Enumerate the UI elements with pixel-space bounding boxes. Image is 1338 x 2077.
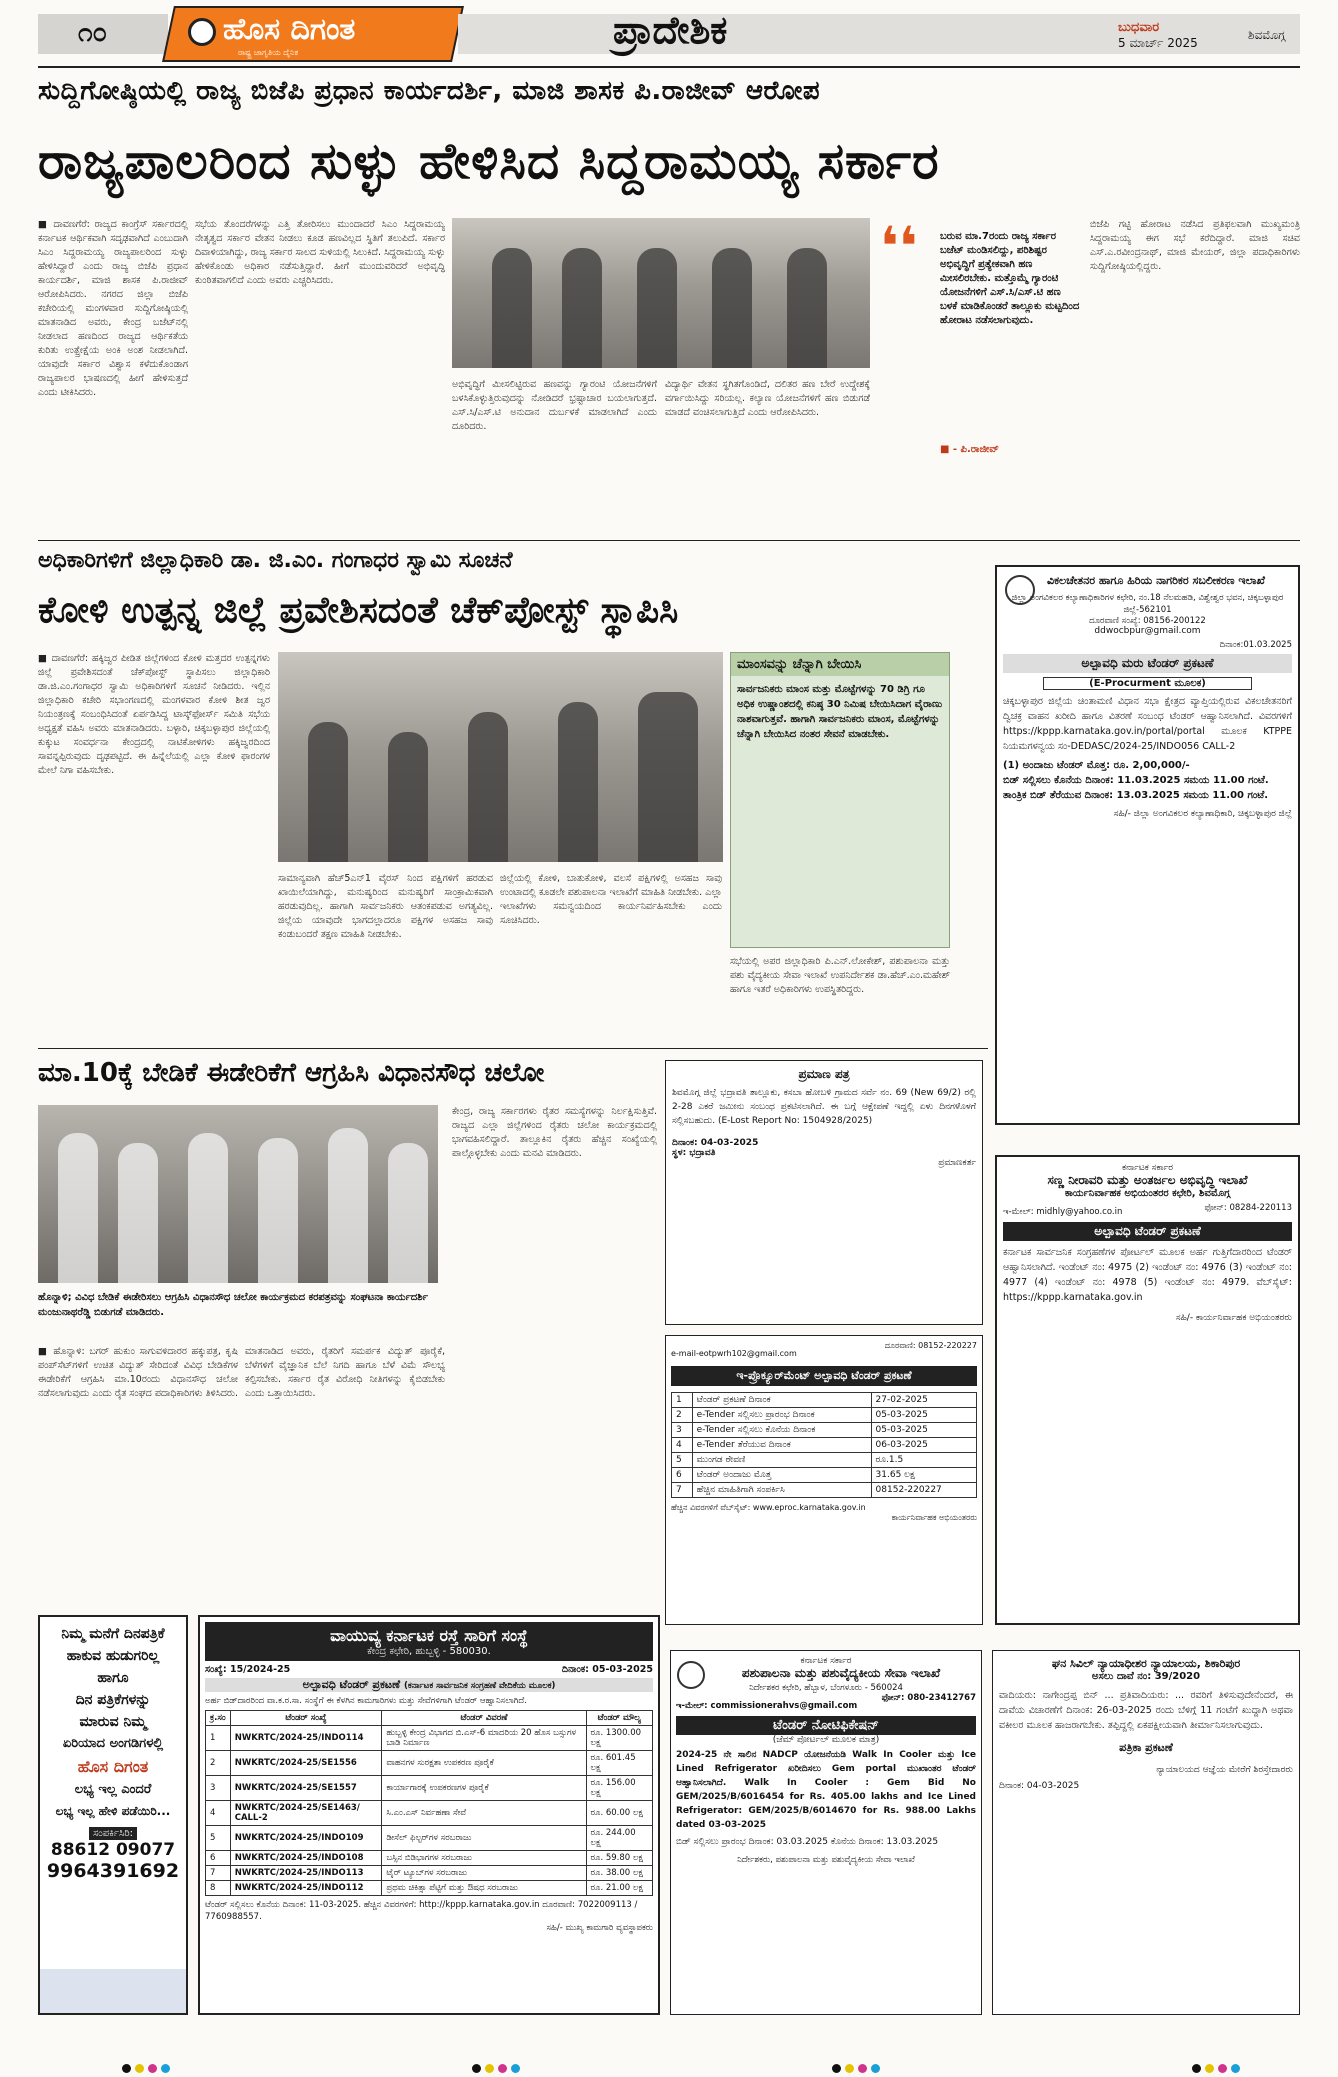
table-row [206,1751,653,1776]
story2-box [730,652,950,948]
table-row [206,1866,653,1881]
issue-day: ಬುಧವಾರ [1118,20,1160,35]
table-cell: ಟೈರ್ ಟ್ಯೂಬ್‌ಗಳ ಸರಬರಾಜು [382,1866,586,1881]
ad-eproc-title: ಇ-ಪ್ರೊಕ್ಯೂರ್‌ಮೆಂಟ್ ಅಲ್ಪಾವಧಿ ಟೆಂಡರ್ ಪ್ರಕಟಣೆ [671,1366,977,1386]
ad-ah-sign: ನಿರ್ದೇಶಕರು, ಪಶುಪಾಲನಾ ಮತ್ತು ಪಶುವೈದ್ಯಕೀಯ ಸೇವಾ ಇಲಾಖೆ [737,1855,915,1865]
ad-mi-phone: ಫೋನ್: 08284-220113 [1204,1203,1292,1213]
table-cell: e-Tender ಸಲ್ಲಿಸಲು ಕೊನೆಯ ದಿನಾಂಕ [692,1423,871,1438]
ad-pramana-title: ಪ್ರಮಾಣ ಪತ್ರ [798,1067,850,1081]
ad-ah-title1: ಕರ್ನಾಟಕ ಸರ್ಕಾರ [800,1656,852,1666]
table-cell: 5 [206,1826,231,1851]
story1-col3: ಅಭಿವೃದ್ಧಿಗೆ ಮೀಸಲಿಟ್ಟಿರುವ ಹಣವನ್ನು ಗ್ಯಾರಂಟಿ ಯೋಜನೆಗಳಿಗೆ ಬಳಸಿಕೊಳ್ಳುತ್ತಿರುವುದನ್ನು ನೋಡಿದರೆ ಭ್ರಷ್ಟಾಚಾರ ಬಯಲಾಗುತ್ತದೆ. ಎಸ್.ಸಿ/ಎಸ್.ಟಿ ಅನುದಾನ ದುರ್ಬಳಕೆ ಮಾಡಲಾಗಿದೆ ಎಂದು ದೂರಿದರು. [452,379,657,432]
ad-ah-email: ಇ-ಮೇಲ್: commissionerahvs@gmail.com [676,1701,858,1711]
table-cell: 2 [672,1408,693,1423]
ad-court-body: ವಾದಿಯರು: ನಾಗೇಂದ್ರಪ್ಪ ಬಿನ್ ... ಪ್ರತಿವಾದಿಯರು: ... ರವರಿಗೆ ತಿಳಿಸುವುದೇನೆಂದರೆ, ಈ ದಾವೆಯ ವಿಚಾರಣೆಗೆ ದಿನಾಂಕ: 26-03-2025 ರಂದು ಬೆಳಿಗ್ಗೆ 11 ಗಂಟೆಗೆ ಖುದ್ದಾಗಿ ಅಥವಾ ವಕೀಲರ ಮೂಲಕ ಹಾಜರಾಗಬೇಕು. ತಪ್ಪಿದ್ದಲ್ಲಿ ಏಕಪಕ್ಷೀಯವಾಗಿ ತೀರ್ಮಾನಿಸಲಾಗುವುದು. [999,1690,1293,1731]
table-cell: NWKRTC/2024-25/INDO114 [230,1726,382,1751]
table-cell: NWKRTC/2024-25/SE1463/ CALL-2 [230,1801,382,1826]
table-cell: 06-03-2025 [871,1438,976,1453]
story2-box-title: ಮಾಂಸವನ್ನು ಚೆನ್ನಾಗಿ ಬೇಯಿಸಿ [731,653,949,676]
story1-col5: ಬಿಜೆಪಿ ಗಟ್ಟಿ ಹೋರಾಟ ನಡೆಸಿದ ಪ್ರತಿಫಲವಾಗಿ ಮುಖ್ಯಮಂತ್ರಿ ಸಿದ್ದರಾಮಯ್ಯ ಈಗ ಸಭೆ ಕರೆದಿದ್ದಾರೆ. ಮಾಜಿ ಸಚಿವ ಎಸ್.ಎ.ರವೀಂದ್ರನಾಥ್, ಮಾಜಿ ಮೇಯರ್, ಜಿಲ್ಲಾ ಪದಾಧಿಕಾರಿಗಳು ಸುದ್ದಿಗೋಷ್ಠಿಯಲ್ಲಿದ್ದರು. [1090,219,1300,272]
table-cell: NWKRTC/2024-25/INDO109 [230,1826,382,1851]
ad-nwk-sign: ಸಹಿ/- ಮುಖ್ಯ ಕಾಮಗಾರಿ ವ್ಯವಸ್ಥಾಪಕರು [546,1923,653,1933]
ad-eproc-phone: ದೂರವಾಣಿ: 08152-220227 [884,1341,977,1350]
edition-name: ಶಿವಮೊಗ್ಗ [1248,28,1286,42]
table-cell: 6 [206,1851,231,1866]
promo-line4: ದಿನ ಪತ್ರಿಕೆಗಳನ್ನು [75,1692,151,1708]
table-cell: ಮುಂಗಡ ಠೇವಣಿ [692,1453,871,1468]
table-row [206,1826,653,1851]
story2-headline: ಕೋಳಿ ಉತ್ಪನ್ನ ಜಿಲ್ಲೆ ಪ್ರವೇಶಿಸದಂತೆ ಚೆಕ್‌ಪೋಸ್ಟ್ ಸ್ಥಾಪಿಸಿ [38,590,679,631]
table-cell: 27-02-2025 [871,1393,976,1408]
story2-rule [38,1048,988,1049]
ad-ah-heading-sub: (ಜೆಮ್ ಪೋರ್ಟಲ್ ಮೂಲಕ ಮಾತ್ರ) [772,1735,880,1745]
ad-pramana-place: ಸ್ಥಳ: ಭದ್ರಾವತಿ [672,1148,716,1158]
table-cell: ರೂ. 59.80 ಲಕ್ಷ [586,1851,652,1866]
promo-line1: ನಿಮ್ಮ ಮನೆಗೆ ದಿನಪತ್ರಿಕೆ [61,1626,165,1642]
masthead-rule [38,66,1300,68]
ad-eproc-table [671,1392,977,1498]
promo-phone2: 9964391692 [46,1860,180,1882]
ad-nwk-intro: ಅರ್ಹ ಬಿಡ್‌ದಾರರಿಂದ ವಾ.ಕ.ರ.ಸಾ. ಸಂಸ್ಥೆಗೆ ಈ ಕೆಳಗಿನ ಕಾಮಗಾರಿಗಳು ಮತ್ತು ಸೇವೆಗಳಿಗಾಗಿ ಟೆಂಡರ್ ಆಹ್ವಾನಿಸಲಾಗಿದೆ. [205,1696,527,1706]
ad-nwk-title: ವಾಯುವ್ಯ ಕರ್ನಾಟಕ ರಸ್ತೆ ಸಾರಿಗೆ ಸಂಸ್ಥೆ [330,1626,528,1645]
table-cell: 7 [672,1483,693,1498]
table-cell: 5 [672,1453,693,1468]
ad-mi-email: ಇ-ಮೇಲ್: midhly@yahoo.co.in [1003,1207,1123,1217]
story1-col4: ವಿದ್ಯಾರ್ಥಿ ವೇತನ ಸ್ಥಗಿತಗೊಂಡಿದೆ, ದಲಿತರ ಹಣ ಬೇರೆ ಉದ್ದೇಶಕ್ಕೆ ವರ್ಗಾಯಿಸಿದ್ದು ಸರಿಯಲ್ಲ. ಕಲ್ಯಾಣ ಯೋಜನೆಗಳಿಗೆ ಹಣ ಬಿಡುಗಡೆ ಮಾಡದೆ ವಂಚಿಸಲಾಗುತ್ತಿದೆ ಎಂದು ಆರೋಪಿಸಿದರು. [665,379,870,418]
ad-mi-title3: ಕಾರ್ಯನಿರ್ವಾಹಕ ಅಭಿಯಂತರರ ಕಛೇರಿ, ಶಿವಮೊಗ್ಗ [1064,1188,1231,1199]
promo-line2: ಹಾಕುವ ಹುಡುಗರಿಲ್ಲ [66,1648,160,1664]
ad-pramana-sign: ಪ್ರಮಾಣಕರ್ತ [938,1158,976,1168]
table-cell: 31.65 ಲಕ್ಷ [871,1468,976,1483]
ad-court-heading: ಪತ್ರಿಕಾ ಪ್ರಕಟಣೆ [1119,1741,1173,1754]
ad-mi-body: ಕರ್ನಾಟಕ ಸಾರ್ವಜನಿಕ ಸಂಗ್ರಹಣೆಗಳ ಪೋರ್ಟಲ್ ಮೂಲಕ ಅರ್ಹ ಗುತ್ತಿಗೆದಾರರಿಂದ ಟೆಂಡರ್ ಆಹ್ವಾನಿಸಲಾಗಿದೆ. ಇಂಡೆಂಟ್ ನಂ: 4975 (2) ಇಂಡೆಂಟ್ ನಂ: 4976 (3) ಇಂಡೆಂಟ್ ನಂ: 4977 (4) ಇಂಡೆಂಟ್ ನಂ: 4978 (5) ಇಂಡೆಂಟ್ ನಂ: 4979. ವೆಬ್‌ಸೈಟ್: https://kppp.karnataka.gov.in [1003,1247,1292,1303]
table-cell: ಹುಬ್ಬಳ್ಳಿ ಕೇಂದ್ರ ವಿಭಾಗದ ಬಿ.ಎಸ್-6 ಮಾದರಿಯ 20 ಹೊಸ ಬಸ್ಸುಗಳ ಬಾಡಿ ನಿರ್ಮಾಣ [382,1726,586,1751]
ad-pramana-patra [665,1060,983,1325]
ad-nwk-date: ದಿನಾಂಕ: 05-03-2025 [561,1664,653,1675]
table-row [206,1881,653,1896]
table-cell: e-Tender ತೆರೆಯುವ ದಿನಾಂಕ [692,1438,871,1453]
ad-eproc-email: e-mail-eotpwrh102@gmail.com [671,1349,797,1358]
table-cell: 05-03-2025 [871,1408,976,1423]
ad-court-title: ಘನ ಸಿವಿಲ್ ನ್ಯಾಯಾಧೀಶರ ನ್ಯಾಯಾಲಯ, ಶಿಕಾರಿಪುರ [1051,1657,1241,1670]
ad-eproc-footer: ಹೆಚ್ಚಿನ ವಿವರಗಳಿಗೆ ವೆಬ್‌ಸೈಟ್: www.eproc.karnataka.gov.in [671,1503,866,1512]
table-cell: 8 [206,1881,231,1896]
table-cell: 2 [206,1751,231,1776]
table-cell: ಹೆಚ್ಚಿನ ಮಾಹಿತಿಗಾಗಿ ಸಂಪರ್ಕಿಸಿ [692,1483,871,1498]
story3-caption: ಹೊನ್ನಾಳಿ; ವಿವಿಧ ಬೇಡಿಕೆ ಈಡೇರಿಸಲು ಆಗ್ರಹಿಸಿ ವಿಧಾನಸೌಧ ಚಲೋ ಕಾರ್ಯಕ್ರಮದ ಕರಪತ್ರವನ್ನು ಸಂಘಟನಾ ಕಾರ್ಯದರ್ಶಿ ಮಂಜುನಾಥರೆಡ್ಡಿ ಬಿಡುಗಡೆ ಮಾಡಿದರು. [38,1292,428,1318]
ad-mi-sign: ಸಹಿ/- ಕಾರ್ಯನಿರ್ವಾಹಕ ಅಭಿಯಂತರರು [1175,1313,1292,1323]
govt-emblem-icon [1005,575,1035,605]
promo-brand: ಹೊಸ ದಿಗಂತ [77,1757,149,1776]
ad-nwk-header [205,1622,653,1661]
table-row [672,1438,977,1453]
story3-col1: ■ ಹೊನ್ನಾಳಿ: ಬಗರ್ ಹುಕುಂ ಸಾಗುವಳಿದಾರರ ಹಕ್ಕುಪತ್ರ, ಕೃಷಿ ಪಂಪ್‌ಸೆಟ್‌ಗಳಿಗೆ ಉಚಿತ ವಿದ್ಯುತ್ ಸೇರಿದಂತೆ ವಿವಿಧ ಬೇಡಿಕೆಗಳ ಈಡೇರಿಕೆಗೆ ಆಗ್ರಹಿಸಿ ಮಾ.10ರಂದು ವಿಧಾನಸೌಧ ಚಲೋ ನಡೆಸಲಾಗುವುದು ಎಂದು ರೈತ ಸಂಘದ ಪದಾಧಿಕಾರಿಗಳು ತಿಳಿಸಿದರು. [38,1346,238,1399]
ad-animal-husbandry [670,1650,982,2015]
ad1-phone: ದೂರವಾಣಿ ಸಂಖ್ಯೆ: 08156-200122 [1089,616,1206,626]
ad-ah-title2: ಪಶುಪಾಲನಾ ಮತ್ತು ಪಶುವೈದ್ಯಕೀಯ ಸೇವಾ ಇಲಾಖೆ [741,1666,941,1680]
ad-ah-address: ನಿರ್ದೇಶಕರ ಕಛೇರಿ, ಹೆಬ್ಬಾಳ, ಬೆಂಗಳೂರು - 560024 [749,1683,903,1693]
promo-strip [40,1969,186,2013]
ad-nwk-ref: ಸಂಖ್ಯೆ: 15/2024-25 [205,1664,291,1675]
table-cell: ವಾಹನಗಳ ಸುರಕ್ಷತಾ ಉಪಕರಣ ಪೂರೈಕೆ [382,1751,586,1776]
ad-eproc-sign: ಕಾರ್ಯನಿರ್ವಾಹಕ ಅಭಿಯಂತರರು [891,1513,977,1522]
ad-minor-irrigation [995,1155,1300,1625]
table-cell: e-Tender ಸಲ್ಲಿಸಲು ಪ್ರಾರಂಭ ದಿನಾಂಕ [692,1408,871,1423]
ad1-date: ದಿನಾಂಕ:01.03.2025 [1219,640,1292,650]
story3-col3: ಕೇಂದ್ರ, ರಾಜ್ಯ ಸರ್ಕಾರಗಳು ರೈತರ ಸಮಸ್ಯೆಗಳನ್ನು ನಿರ್ಲಕ್ಷಿಸುತ್ತಿವೆ. ರಾಜ್ಯದ ಎಲ್ಲಾ ಜಿಲ್ಲೆಗಳಿಂದ ರೈತರು ಚಲೋ ಕಾರ್ಯಕ್ರಮದಲ್ಲಿ ಭಾಗವಹಿಸಲಿದ್ದಾರೆ. ತಾಲ್ಲೂಕಿನ ರೈತರು ಹೆಚ್ಚಿನ ಸಂಖ್ಯೆಯಲ್ಲಿ ಪಾಲ್ಗೊಳ್ಳಬೇಕು ಎಂದು ಮನವಿ ಮಾಡಿದರು. [452,1106,657,1159]
table-cell: 7 [206,1866,231,1881]
table-cell: ರೂ. 244.00 ಲಕ್ಷ [586,1826,652,1851]
story1-col2: ಸಭೆಯ ತೊಂದರೆಗಳನ್ನು ಎತ್ತಿ ತೋರಿಸಲು ಮುಂದಾದರೆ ಸಿಎಂ ಸಿದ್ದರಾಮಯ್ಯ ನೇತೃತ್ವದ ಸರ್ಕಾರ ವೇತನ ನೀಡಲು ಕೂಡ ಹಣವಿಲ್ಲದ ಸ್ಥಿತಿಗೆ ತಲುಪಿದೆ. ಸರ್ಕಾರ ದಿವಾಳಿಯಾಗಿದ್ದು, ರಾಜ್ಯ ಸರ್ಕಾರ ಸಾಲದ ಸುಳಿಯಲ್ಲಿ ಸಿಲುಕಿದೆ. ಸಿದ್ದರಾಮಯ್ಯ ಸುಳ್ಳು ಹೇಳಿಕೊಂಡು ಅಧಿಕಾರ ನಡೆಸುತ್ತಿದ್ದಾರೆ. ಹೀಗೆ ಮುಂದುವರಿದರೆ ಅಭಿವೃದ್ಧಿ ಕುಂಠಿತವಾಗಲಿದೆ ಎಂದು ಅವರು ಎಚ್ಚರಿಸಿದರು. [195,219,445,286]
ad1-title: ವಿಕಲಚೇತನರ ಹಾಗೂ ಹಿರಿಯ ನಾಗರಿಕರ ಸಬಲೀಕರಣ ಇಲಾಖೆ [1047,574,1265,587]
ad-mi-title1: ಕರ್ನಾಟಕ ಸರ್ಕಾರ [1121,1163,1174,1173]
masthead [38,6,1300,62]
story1-headline: ರಾಜ್ಯಪಾಲರಿಂದ ಸುಳ್ಳು ಹೇಳಿಸಿದ ಸಿದ್ದರಾಮಯ್ಯ ಸರ್ಕಾರ [38,132,940,190]
ad-court-notice [992,1650,1300,2015]
ad-nwk-heading: ಅಲ್ಪಾವಧಿ ಟೆಂಡರ್ ಪ್ರಕಟಣೆ [302,1678,401,1691]
promo-line3: ಹಾಗೂ [97,1670,129,1686]
table-row [672,1423,977,1438]
ad-nwk-footer: ಟೆಂಡರ್ ಸಲ್ಲಿಸಲು ಕೊನೆಯ ದಿನಾಂಕ: 11-03-2025. ಹೆಚ್ಚಿನ ವಿವರಗಳಿಗೆ: http://kppp.karnataka.gov.in ದೂರವಾಣಿ: 7022009113 / 7760988557. [205,1900,638,1922]
story1-kicker: ಸುದ್ದಿಗೋಷ್ಠಿಯಲ್ಲಿ ರಾಜ್ಯ ಬಿಜೆಪಿ ಪ್ರಧಾನ ಕಾರ್ಯದರ್ಶಿ, ಮಾಜಿ ಶಾಸಕ ಪಿ.ರಾಜೀವ್ ಆರೋಪ [38,76,821,106]
ad-court-case: ಅಸಲು ದಾವೆ ನಂ: 39/2020 [1091,1671,1201,1682]
story2-photo [278,652,723,862]
story2-col2: ಸಾಮಾನ್ಯವಾಗಿ ಹೆಚ್5ಎನ್1 ವೈರಸ್ ನಿಂದ ಪಕ್ಷಿಗಳಿಗೆ ಹರಡುವ ಖಾಯಿಲೆಯಾಗಿದ್ದು, ಮನುಷ್ಯರಿಂದ ಮನುಷ್ಯರಿಗೆ ಸಾಂಕ್ರಾಮಿಕವಾಗಿ ಹರಡುವುದಿಲ್ಲ. ಹಾಗಾಗಿ ಸಾರ್ವಜನಿಕರು ಆತಂಕಪಡುವ ಅಗತ್ಯವಿಲ್ಲ. ಜಿಲ್ಲೆಯ ಯಾವುದೇ ಭಾಗದಲ್ಲಾದರೂ ಪಕ್ಷಿಗಳ ಅಸಹಜ ಸಾವು ಕಂಡುಬಂದರೆ ತಕ್ಷಣ ಮಾಹಿತಿ ನೀಡಬೇಕು. [278,873,493,940]
table-row [672,1393,977,1408]
table-cell: ರೂ. 601.45 ಲಕ್ಷ [586,1751,652,1776]
table-cell: 08152-220227 [871,1483,976,1498]
promo-line5: ಮಾರುವ ನಿಮ್ಮ [79,1714,147,1730]
ad1-sign: ಸಹಿ/- ಜಿಲ್ಲಾ ಅಂಗವಿಕಲರ ಕಲ್ಯಾಣಾಧಿಕಾರಿ, ಚಿಕ್ಕಬಳ್ಳಾಪುರ ಜಿಲ್ಲೆ [1113,809,1292,819]
table-cell: NWKRTC/2024-25/INDO113 [230,1866,382,1881]
page-number: ೧೦ [78,18,108,48]
table-cell: 3 [672,1423,693,1438]
story1-col1: ■ ದಾವಣಗೆರೆ: ರಾಜ್ಯದ ಕಾಂಗ್ರೆಸ್ ಸರ್ಕಾರದಲ್ಲಿ ಕರ್ನಾಟಕ ಆರ್ಥಿಕವಾಗಿ ಸದೃಢವಾಗಿದೆ ಎಂಬುದಾಗಿ ಸಿಎಂ ಸಿದ್ದರಾಮಯ್ಯ ರಾಜ್ಯಪಾಲರಿಂದ ಸುಳ್ಳು ಹೇಳಿಸಿದ್ದಾರೆ ಎಂದು ರಾಜ್ಯ ಬಿಜೆಪಿ ಪ್ರಧಾನ ಕಾರ್ಯದರ್ಶಿ, ಮಾಜಿ ಶಾಸಕ ಪಿ.ರಾಜೀವ್ ಆರೋಪಿಸಿದರು. ನಗರದ ಜಿಲ್ಲಾ ಬಿಜೆಪಿ ಕಚೇರಿಯಲ್ಲಿ ಮಂಗಳವಾರ ಸುದ್ದಿಗೋಷ್ಠಿಯಲ್ಲಿ ಮಾತನಾಡಿದ ಅವರು, ಕೇಂದ್ರ ಬಜೆಟ್‌ನಲ್ಲಿ ನೀಡಲಾದ ಹಣದಿಂದ ರಾಜ್ಯದ ಆರ್ಥಿಕತೆಯ ಕುರಿತು ಉತ್ಪ್ರೇಕ್ಷೆಯ ಅಂಕಿ ಅಂಶ ನೀಡಲಾಗಿದೆ. ಯಾವುದೇ ಸರ್ಕಾರ ವಿಶ್ವಾಸ ಕಳೆದುಕೊಂಡಾಗ ರಾಜ್ಯಪಾಲರ ಭಾಷಣದಲ್ಲಿ ಹೀಗೆ ಹೇಳಿಸುತ್ತದೆ ಎಂದು ಟೀಕಿಸಿದರು. [38,219,188,398]
table-cell: ರೂ. 1300.00 ಲಕ್ಷ [586,1726,652,1751]
ad-pramana-date: ದಿನಾಂಕ: 04-03-2025 [672,1138,759,1148]
paper-tagline: ರಾಷ್ಟ್ರ ಜಾಗೃತಿಯ ದೈನಿಕ [238,48,299,57]
story2-col1: ■ ದಾವಣಗೆರೆ: ಹಕ್ಕಿಜ್ವರ ಪೀಡಿತ ಜಿಲ್ಲೆಗಳಿಂದ ಕೋಳಿ ಮತ್ತದರ ಉತ್ಪನ್ನಗಳು ಜಿಲ್ಲೆ ಪ್ರವೇಶಿಸದಂತೆ ಚೆಕ್‌ಪೋಸ್ಟ್ ಸ್ಥಾಪಿಸಲು ಜಿಲ್ಲಾಧಿಕಾರಿ ಡಾ.ಜಿ.ಎಂ.ಗಂಗಾಧರ ಸ್ವಾಮಿ ಅಧಿಕಾರಿಗಳಿಗೆ ಸೂಚನೆ ನೀಡಿದರು. ಇಲ್ಲಿನ ಜಿಲ್ಲಾಧಿಕಾರಿ ಕಚೇರಿ ಸಭಾಂಗಣದಲ್ಲಿ ಮಂಗಳವಾರ ಕೋಳಿ ಶೀತ ಜ್ವರ ನಿಯಂತ್ರಣಕ್ಕೆ ಸಂಬಂಧಿಸಿದಂತೆ ಏರ್ಪಡಿಸಿದ್ದ ಟಾಸ್ಕ್‌ಫೋರ್ಸ್ ಸಮಿತಿ ಸಭೆಯ ಅಧ್ಯಕ್ಷತೆ ವಹಿಸಿ ಅವರು ಮಾತನಾಡಿದರು. ಬಳ್ಳಾರಿ, ಚಿಕ್ಕಬಳ್ಳಾಪುರ ಜಿಲ್ಲೆಯಲ್ಲಿ ಕುಕ್ಕುಟ ಸಂವರ್ಧನಾ ಕೇಂದ್ರದಲ್ಲಿ ನಾಟಿಕೋಳಿಗಳು ಹಕ್ಕಿಜ್ವರದಿಂದ ಸಾವನ್ನಪ್ಪಿರುವುದು ದೃಢಪಟ್ಟಿದೆ. ಈ ಹಿನ್ನೆಲೆಯಲ್ಲಿ ಎಲ್ಲಾ ಕೋಳಿ ಫಾರಂಗಳ ಮೇಲೆ ನಿಗಾ ವಹಿಸಬೇಕು. [38,653,270,776]
table-cell: NWKRTC/2024-25/SE1557 [230,1776,382,1801]
promo-phone1: 88612 09077 [50,1840,176,1860]
table-cell: 6 [672,1468,693,1483]
promo-contact-label: ಸಂಪರ್ಕಿಸಿರಿ: [89,1827,137,1840]
table-cell: ಬಸ್ಸಿನ ಬಿಡಿಭಾಗಗಳ ಸರಬರಾಜು [382,1851,586,1866]
table-cell: 4 [672,1438,693,1453]
ad-mi-title2: ಸಣ್ಣ ನೀರಾವರಿ ಮತ್ತು ಅಂತರ್ಜಲ ಅಭಿವೃದ್ಧಿ ಇಲಾಖೆ [1047,1173,1248,1187]
table-header: ಟೆಂಡರ್ ವಿವರಣೆ [382,1711,586,1726]
table-row [206,1726,653,1751]
ad-pramana-body: ಶಿವಮೊಗ್ಗ ಜಿಲ್ಲೆ ಭದ್ರಾವತಿ ತಾಲ್ಲೂಕು, ಕಸಬಾ ಹೋಬಳಿ ಗ್ರಾಮದ ಸರ್ವೆ ನಂ. 69 (New 69/2) ರಲ್ಲಿ 2-28 ಎಕರೆ ಜಮೀನು ಸಂಬಂಧ ಪ್ರಕಟಿಸಲಾಗಿದೆ. ಈ ಬಗ್ಗೆ ಆಕ್ಷೇಪಣೆ ಇದ್ದಲ್ಲಿ ಏಳು ದಿನಗಳೊಳಗೆ ಸಲ್ಲಿಸಬಹುದು. (E-Lost Report No: 1504928/2025) [672,1088,976,1126]
story3-col2: ಮಾತನಾಡಿದ ಅವರು, ರೈತರಿಗೆ ಸಮರ್ಪಕ ವಿದ್ಯುತ್ ಪೂರೈಕೆ, ಬೆಳೆಗಳಿಗೆ ವೈಜ್ಞಾನಿಕ ಬೆಲೆ ನಿಗದಿ ಹಾಗೂ ಬೆಳೆ ವಿಮೆ ಸೌಲಭ್ಯ ಕಲ್ಪಿಸಬೇಕು. ಸರ್ಕಾರ ರೈತ ವಿರೋಧಿ ನೀತಿಗಳನ್ನು ಕೈಬಿಡಬೇಕು ಎಂದು ಒತ್ತಾಯಿಸಿದರು. [245,1346,445,1399]
table-row [672,1468,977,1483]
table-cell: 4 [206,1801,231,1826]
ad-nwk-table [205,1710,653,1896]
page-number-strip [38,14,168,54]
logo-lamp-icon [188,18,216,46]
ad1-address: ಜಿಲ್ಲಾ ಅಂಗವಿಕಲರ ಕಲ್ಯಾಣಾಧಿಕಾರಿಗಳ ಕಛೇರಿ, ನಂ.18 ನೆಲಮಹಡಿ, ವಿಶ್ವೇಶ್ವರ ಭವನ, ಚಿಕ್ಕಬಳ್ಳಾಪುರ ಜಿಲ್ಲೆ-562101 [1011,593,1284,615]
table-cell: NWKRTC/2024-25/SE1556 [230,1751,382,1776]
ad-ah-phone: ಫೋನ್: 080-23412767 [881,1693,976,1703]
table-cell: 1 [672,1393,693,1408]
story2-box-text: ಸಾರ್ವಜನಿಕರು ಮಾಂಸ ಮತ್ತು ಮೊಟ್ಟೆಗಳನ್ನು 70 ಡಿಗ್ರಿ ಗೂ ಅಧಿಕ ಉಷ್ಣಾಂಶದಲ್ಲಿ ಕನಿಷ್ಠ 30 ನಿಮಿಷ ಬೇಯಿಸಿದಾಗ ವೈರಾಣು ನಾಶವಾಗುತ್ತವೆ. ಹಾಗಾಗಿ ಸಾರ್ವಜನಿಕರು ಮಾಂಸ, ಮೊಟ್ಟೆಗಳನ್ನು ಚೆನ್ನಾಗಿ ಬೇಯಿಸಿದ ನಂತರ ಸೇವನೆ ಮಾಡಬೇಕು. [737,684,943,740]
ad-nwkrtc [198,1615,660,2015]
ad1-body: ಚಿಕ್ಕಬಳ್ಳಾಪುರ ಜಿಲ್ಲೆಯ ಚಿಂತಾಮಣಿ ವಿಧಾನ ಸಭಾ ಕ್ಷೇತ್ರದ ವ್ಯಾಪ್ತಿಯಲ್ಲಿರುವ ವಿಕಲಚೇತನರಿಗೆ ದ್ವಿಚಕ್ರ ವಾಹನ ಖರೀದಿ ಹಾಗೂ ವಿತರಣೆ ಸಂಬಂಧ ಟೆಂಡರ್ ಆಹ್ವಾನಿಸಲಾಗಿದೆ. ವಿವರಗಳಿಗೆ https://kppp.karnataka.gov.in/portal/portal ಮೂಲಕ KTPPE ನಿಯಮಗಳನ್ವಯ ಸಂ-DEDASC/2024-25/INDO056 CALL-2 [1003,696,1292,752]
ad-mi-heading: ಅಲ್ಪಾವಧಿ ಟೆಂಡರ್ ಪ್ರಕಟಣೆ [1003,1222,1292,1241]
story3-photo [38,1105,438,1283]
story2-col5: ಸಭೆಯಲ್ಲಿ ಅಪರ ಜಿಲ್ಲಾಧಿಕಾರಿ ಪಿ.ಎನ್.ಲೋಕೇಶ್, ಪಶುಪಾಲನಾ ಮತ್ತು ಪಶು ವೈದ್ಯಕೀಯ ಸೇವಾ ಇಲಾಖೆ ಉಪನಿರ್ದೇಶಕ ಡಾ.ಹೆಚ್.ಎಂ.ಮಹೇಶ್ ಹಾಗೂ ಇತರೆ ಅಧಿಕಾರಿಗಳು ಉಪಸ್ಥಿತರಿದ್ದರು. [730,956,950,995]
story1-rule [38,540,1300,541]
table-cell: ರೂ. 156.00 ಲಕ್ಷ [586,1776,652,1801]
registration-marks [0,2058,1338,2072]
table-cell: NWKRTC/2024-25/INDO112 [230,1881,382,1896]
table-cell: ರೂ. 21.00 ಲಕ್ಷ [586,1881,652,1896]
table-cell: 1 [206,1726,231,1751]
story1-quote: ಬರುವ ಮಾ.7ರಂದು ರಾಜ್ಯ ಸರ್ಕಾರ ಬಜೆಟ್ ಮಂಡಿಸಲಿದ್ದು, ಪರಿಶಿಷ್ಟರ ಅಭಿವೃದ್ಧಿಗೆ ಪ್ರತ್ಯೇಕವಾಗಿ ಹಣ ಮೀಸಲಿರಬೇಕು. ಮತ್ತೊಮ್ಮೆ ಗ್ಯಾರಂಟಿ ಯೋಜನೆಗಳಿಗೆ ಎಸ್.ಸಿ/ಎಸ್.ಟಿ ಹಣ ಬಳಕೆ ಮಾಡಿಕೊಂಡರೆ ತಾಲ್ಲೂಕು ಮಟ್ಟದಿಂದ ಹೋರಾಟ ನಡೆಸಲಾಗುವುದು. [940,231,1080,326]
ad-ah-dates: ಬಿಡ್ ಸಲ್ಲಿಸಲು ಪ್ರಾರಂಭ ದಿನಾಂಕ: 03.03.2025 ಕೊನೆಯ ದಿನಾಂಕ: 13.03.2025 [676,1837,939,1847]
table-cell: ಡೀಸೆಲ್ ಫಿಲ್ಟರ್‌ಗಳ ಸರಬರಾಜು [382,1826,586,1851]
table-cell: ರೂ.1.5 [871,1453,976,1468]
ad-tender-disabled-welfare [995,565,1300,1125]
story1-quote-box [880,215,1080,462]
table-cell: NWKRTC/2024-25/INDO108 [230,1851,382,1866]
table-row [206,1776,653,1801]
ad-nwk-heading-sub: (ಕರ್ನಾಟಕ ಸಾರ್ವಜನಿಕ ಸಂಗ್ರಹಣೆ ವೇದಿಕೆಯ ಮೂಲಕ) [403,1681,556,1691]
ad1-heading: ಅಲ್ಪಾವಧಿ ಮರು ಟೆಂಡರ್ ಪ್ರಕಟಣೆ [1003,654,1292,673]
story2-col3: ಜಿಲ್ಲೆಯಲ್ಲಿ ಕೋಳಿ, ಬಾತುಕೋಳಿ, ವಲಸೆ ಪಕ್ಷಿಗಳಲ್ಲಿ ಅಸಹಜ ಸಾವು ಉಂಟಾದಲ್ಲಿ ಕೂಡಲೇ ಪಶುಪಾಲನಾ ಇಲಾಖೆಗೆ ಮಾಹಿತಿ ನೀಡಬೇಕು. ಎಲ್ಲಾ ಇಲಾಖೆಗಳು ಸಮನ್ವಯದಿಂದ ಕಾರ್ಯನಿರ್ವಹಿಸಬೇಕು ಎಂದು ಸೂಚಿಸಿದರು. [500,873,722,926]
ad-court-sign: ನ್ಯಾಯಾಲಯದ ಆಜ್ಞೆಯ ಮೇರೆಗೆ ಶಿರಸ್ತೇದಾರರು [1156,1765,1293,1775]
table-row [672,1483,977,1498]
ad-nwk-address: ಕೇಂದ್ರ ಕಛೇರಿ, ಹುಬ್ಬಳ್ಳಿ - 580030. [367,1646,491,1657]
issue-date: 5 ಮಾರ್ಚ್ 2025 [1118,36,1198,50]
paper-name: ಹೊಸ ದಿಗಂತ [223,12,356,47]
ad-ah-body: 2024-25 ನೇ ಸಾಲಿನ NADCP ಯೋಜನೆಯಡಿ Walk In Cooler ಮತ್ತು Ice Lined Refrigerator ಖರೀದಿಸಲು Gem portal ಮುಖಾಂತರ ಟೆಂಡರ್ ಆಹ್ವಾನಿಸಲಾಗಿದೆ. Walk In Cooler : Gem Bid No GEM/2025/B/6016454 for Rs. 405.00 lakhs and Ice Lined Refrigerator: GEM/2025/B/6014670 for Rs. 988.00 Lakhs dated 03-03-2025 [676,1750,976,1830]
story3-headline: ಮಾ.10ಕ್ಕೆ ಬೇಡಿಕೆ ಈಡೇರಿಕೆಗೆ ಆಗ್ರಹಿಸಿ ವಿಧಾನಸೌಧ ಚಲೋ [38,1058,545,1088]
ad-eprocurement [665,1335,983,1625]
promo-line6: ಏರಿಯಾದ ಅಂಗಡಿಗಳಲ್ಲಿ [62,1736,164,1751]
table-header: ಕ್ರ.ಸಂ [206,1711,231,1726]
table-cell: ಟೆಂಡರ್ ಪ್ರಕಟಣೆ ದಿನಾಂಕ [692,1393,871,1408]
story2-kicker: ಅಧಿಕಾರಿಗಳಿಗೆ ಜಿಲ್ಲಾಧಿಕಾರಿ ಡಾ. ಜಿ.ಎಂ. ಗಂಗಾಧರ ಸ್ವಾಮಿ ಸೂಚನೆ [38,548,513,573]
table-cell: ಪ್ರಥಮ ಚಿಕಿತ್ಸಾ ಪೆಟ್ಟಿಗೆ ಮತ್ತು ಔಷಧ ಸರಬರಾಜು [382,1881,586,1896]
section-title: ಪ್ರಾದೇಶಿಕ [613,8,728,52]
govt-emblem-icon [677,1661,705,1689]
table-row [206,1851,653,1866]
ad1-dates: ಬಿಡ್ ಸಲ್ಲಿಸಲು ಕೊನೆಯ ದಿನಾಂಕ: 11.03.2025 ಸಮಯ 11.00 ಗಂಟೆ. ತಾಂತ್ರಿಕ ಬಿಡ್ ತೆರೆಯುವ ದಿನಾಂಕ: 13.03.2025 ಸಮಯ 11.00 ಗಂಟೆ. [1003,775,1269,801]
table-cell: ರೂ. 38.00 ಲಕ್ಷ [586,1866,652,1881]
promo-line7: ಲಭ್ಯ ಇಲ್ಲ ಎಂದರೆ [74,1782,152,1797]
ad-ah-heading: ಟೆಂಡರ್ ನೋಟಿಫಿಕೇಷನ್ [676,1716,976,1735]
ad1-sub: (E-Procurment ಮೂಲಕ) [1043,677,1252,690]
table-cell: ಟೆಂಡರ್ ಅಂದಾಜು ಮೊತ್ತ [692,1468,871,1483]
table-header: ಟೆಂಡರ್ ಮೌಲ್ಯ [586,1711,652,1726]
table-cell: 05-03-2025 [871,1423,976,1438]
table-header: ಟೆಂಡರ್ ಸಂಖ್ಯೆ [230,1711,382,1726]
table-cell: ರೂ. 60.00 ಲಕ್ಷ [586,1801,652,1826]
story1-quote-author: ■ - ಪಿ.ರಾಜೀವ್ [940,444,999,455]
table-cell: 3 [206,1776,231,1801]
ad-court-date: ದಿನಾಂಕ: 04-03-2025 [999,1781,1080,1791]
table-row [206,1801,653,1826]
table-row [672,1408,977,1423]
promo-line8: ಲಭ್ಯ ಇಲ್ಲ ಹೇಳಿ ಪಡೆಯಿರಿ... [55,1804,171,1818]
table-cell: ಸಿ.ಎಂ.ಎಸ್ ನಿರ್ವಹಣಾ ಸೇವೆ [382,1801,586,1826]
story1-photo [452,218,870,368]
ad1-emd: (1) ಅಂದಾಜು ಟೆಂಡರ್ ಮೊತ್ತ: ರೂ. 2,00,000/- [1003,760,1190,771]
quote-mark-icon: ❛❛ [880,215,918,278]
table-cell: ಕಾರ್ಯಾಗಾರಕ್ಕೆ ಉಪಕರಣಗಳ ಪೂರೈಕೆ [382,1776,586,1801]
table-row [672,1453,977,1468]
ad1-email: ddwocbpur@gmail.com [1094,626,1201,636]
ad-self-promo [38,1615,188,2015]
